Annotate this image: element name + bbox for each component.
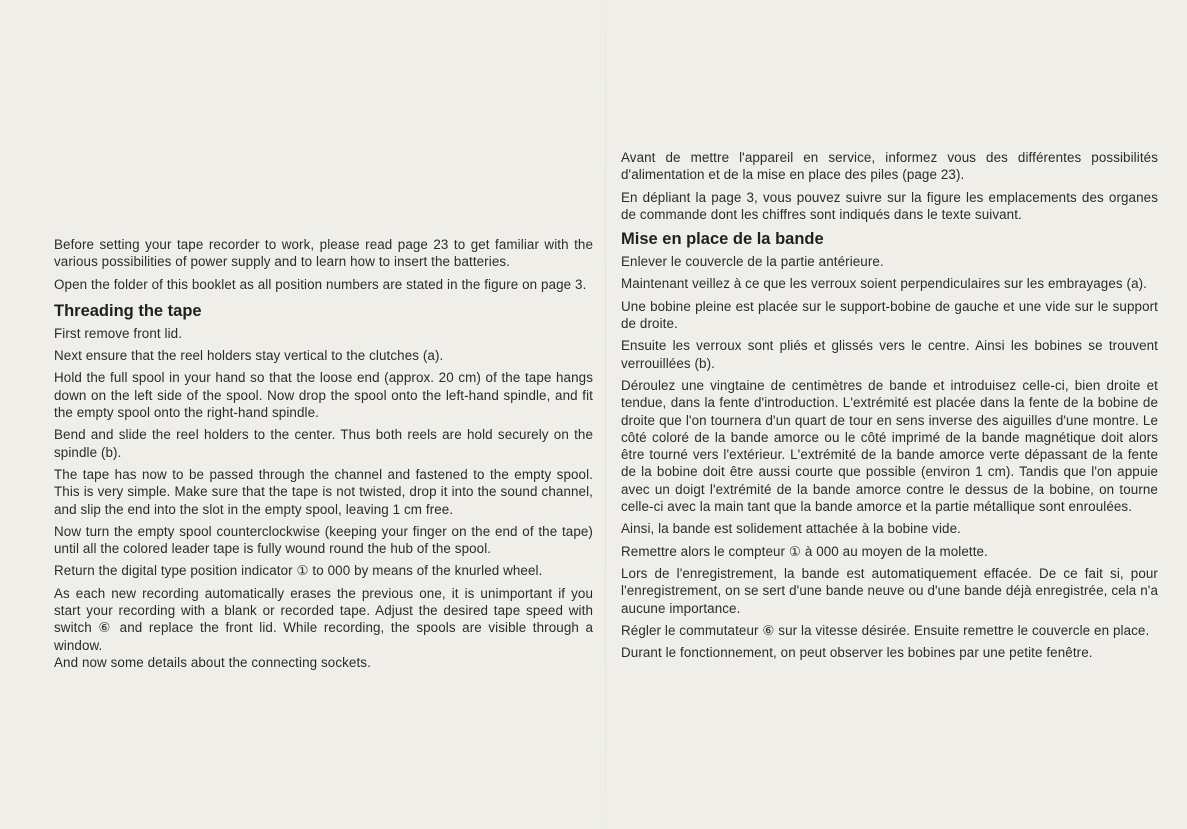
body-paragraph: Durant le fonctionnement, on peut observer les bobines par une petite fenêtre. bbox=[621, 645, 1093, 661]
intro-paragraph: Before setting your tape recorder to work, please read page 23 to get familiar with the various possibilities of power supply and to learn how to insert the batteries. bbox=[54, 237, 593, 270]
right-page-french bbox=[621, 149, 1158, 666]
body-paragraph: Bend and slide the reel holders to the center. Thus both reels are hold securely on the spindle (b). bbox=[54, 427, 593, 460]
body-paragraph: Return the digital type position indicator ① to 000 by means of the knurled wheel. bbox=[54, 563, 543, 579]
body-paragraph: Remettre alors le compteur ① à 000 au moyen de la molette. bbox=[621, 543, 988, 559]
body-paragraph: Régler le commutateur ⑥ sur la vitesse désirée. Ensuite remettre le couvercle en place. bbox=[621, 622, 1150, 638]
intro-paragraph: En dépliant la page 3, vous pouvez suivre sur la figure les emplacements des organes de commande dont les chiffres sont indiqués dans le texte suivant. bbox=[621, 189, 1158, 222]
body-paragraph: The tape has now to be passed through the channel and fastened to the empty spool. This is very simple. Make sure that the tape is not twisted, drop it into the sound channel, and slip the end into the slot in the empty spool, leaving 1 cm free. bbox=[54, 466, 593, 517]
section-heading: Mise en place de la bande bbox=[621, 230, 824, 249]
intro-paragraph: Open the folder of this booklet as all position numbers are stated in the figure on page 3. bbox=[54, 276, 587, 292]
body-paragraph: And now some details about the connecting sockets. bbox=[54, 654, 371, 670]
body-paragraph: Next ensure that the reel holders stay vertical to the clutches (a). bbox=[54, 348, 444, 364]
page-gutter bbox=[605, 0, 606, 829]
body-paragraph: Une bobine pleine est placée sur le support-bobine de gauche et une vide sur le support de droite. bbox=[621, 298, 1158, 332]
body-paragraph: Maintenant veillez à ce que les verroux soient perpendiculaires sur les embrayages (a). bbox=[621, 276, 1147, 292]
body-paragraph: Hold the full spool in your hand so that the loose end (approx. 20 cm) of the tape hangs down on the left side of the spool. Now drop the spool onto the left-hand spindle, and fit the empty spool onto the right-hand spindle. bbox=[54, 370, 593, 421]
body-paragraph: As each new recording automatically erases the previous one, it is unimportant if you start your recording with a blank or recorded tape. Adjust the desired tape speed with switch ⑥ and replace the front lid. While recording, the spools are visible through a window. bbox=[54, 585, 593, 653]
body-paragraph: Ensuite les verroux sont pliés et glissés vers le centre. Ainsi les bobines se trouvent verrouillées (b). bbox=[621, 338, 1158, 371]
body-paragraph: Enlever le couvercle de la partie antérieure. bbox=[621, 254, 884, 270]
body-paragraph: Now turn the empty spool counterclockwise (keeping your finger on the end of the tape) until all the colored leader tape is fully wound round the hub of the spool. bbox=[54, 523, 593, 557]
intro-paragraph: Avant de mettre l'appareil en service, informez vous des différentes possibilités d'alimentation et de la mise en place des piles (page 23). bbox=[621, 150, 1158, 183]
body-paragraph: Lors de l'enregistrement, la bande est automatiquement effacée. De ce fait si, pour l'enregistrement, on se sert d'une bande neuve ou d'une bande déjà enregistrée, cela n'a aucune importance. bbox=[621, 565, 1158, 616]
body-paragraph: Ainsi, la bande est solidement attachée à la bobine vide. bbox=[621, 521, 961, 537]
body-paragraph: First remove front lid. bbox=[54, 325, 183, 341]
body-paragraph: Déroulez une vingtaine de centimètres de bande et introduisez celle-ci, bien droite et tendue, dans la fente d'introduction. L'extrémité est placée dans la fente de la bobine de droite que l'on tournera d'un quart de tour en sens inverse des aiguilles d'une montre. Le côté coloré de la bande amorce ou le côté imprimé de la bande magnétique doit alors être tourné vers l'extérieur. L'extrémité de la bande amorce verte dépassant de la fente de la bobine doit être aussi courte que possible (environ 1 cm). Tandis que l'on appuie avec un doigt l'extrémité de la bande amorce contre le dessus de la bobine, on tourne celle-ci avec la main tant que la bande amorce et la partie métallique sont enroulées. bbox=[621, 377, 1158, 515]
section-heading: Threading the tape bbox=[54, 301, 202, 320]
left-page-english bbox=[54, 236, 593, 676]
